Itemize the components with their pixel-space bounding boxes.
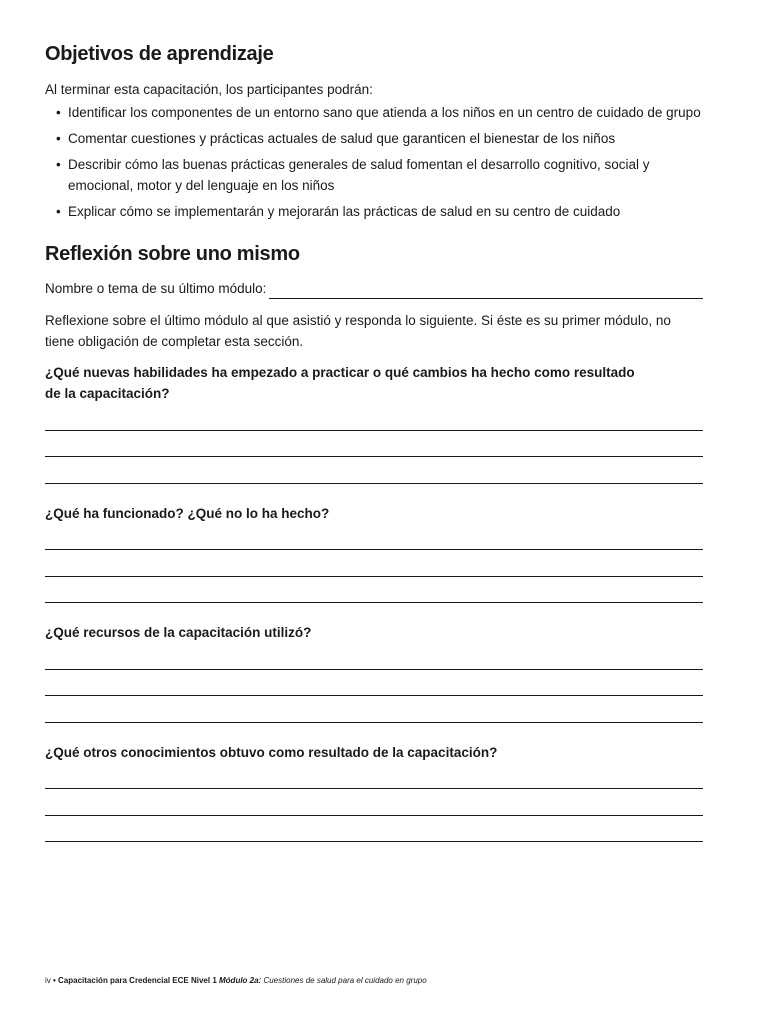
question-other-knowledge: ¿Qué otros conocimientos obtuvo como resultado de la capacitación? bbox=[45, 744, 498, 760]
objective-text: Explicar cómo se implementarán y mejorarán las prácticas de salud en su centro de cuidado bbox=[68, 204, 621, 219]
answer-line[interactable] bbox=[45, 457, 703, 484]
reflection-heading: Reflexión sobre uno mismo bbox=[45, 243, 300, 265]
objectives-intro: Al terminar esta capacitación, los participantes podrán: bbox=[45, 82, 373, 97]
objective-text: Comentar cuestiones y prácticas actuales de salud que garanticen el bienestar de los niños bbox=[68, 131, 616, 146]
objective-item bbox=[45, 102, 703, 123]
objective-item bbox=[45, 128, 703, 149]
answer-line[interactable] bbox=[45, 431, 703, 458]
answer-line[interactable] bbox=[45, 816, 703, 843]
question-block-resources bbox=[45, 622, 703, 723]
objective-text: Describir cómo las buenas prácticas generales de salud fomentan el desarrollo cognitivo, social y emocional, motor y del lenguaje en los niños bbox=[68, 157, 650, 193]
objective-item bbox=[45, 201, 703, 222]
answer-line[interactable] bbox=[45, 577, 703, 604]
question-block-new-skills bbox=[45, 362, 703, 484]
question-new-skills: ¿Qué nuevas habilidades ha empezado a practicar o qué cambios ha hecho como resultado de la capacitación? bbox=[45, 365, 635, 401]
footer-page-number: iv bbox=[45, 976, 51, 985]
answer-line[interactable] bbox=[45, 789, 703, 816]
bullet-icon: • bbox=[56, 157, 61, 172]
reflection-instructions: Reflexione sobre el último módulo al que asistió y responda lo siguiente. Si éste es su primer módulo, no tiene obligación de completar esta sección. bbox=[45, 313, 671, 349]
footer-course: Capacitación para Credencial ECE Nivel 1 bbox=[58, 976, 217, 985]
answer-line[interactable] bbox=[45, 763, 703, 790]
objectives-heading: Objetivos de aprendizaje bbox=[45, 43, 274, 65]
objectives-section bbox=[45, 40, 703, 222]
question-what-worked: ¿Qué ha funcionado? ¿Qué no lo ha hecho? bbox=[45, 505, 330, 521]
bullet-icon: • bbox=[56, 131, 61, 146]
footer-separator: • bbox=[50, 976, 59, 985]
answer-line[interactable] bbox=[45, 404, 703, 431]
objective-text: Identificar los componentes de un entorno sano que atienda a los niños en un centro de cuidado de grupo bbox=[68, 105, 701, 120]
page-footer bbox=[45, 976, 427, 986]
answer-line[interactable] bbox=[45, 670, 703, 697]
footer-module: Módulo 2a: bbox=[219, 976, 262, 985]
reflection-section bbox=[45, 240, 703, 842]
objective-item bbox=[45, 154, 703, 196]
bullet-icon: • bbox=[56, 105, 61, 120]
answer-line[interactable] bbox=[45, 696, 703, 723]
footer-module-title: Cuestiones de salud para el cuidado en grupo bbox=[263, 976, 427, 985]
answer-line[interactable] bbox=[45, 524, 703, 551]
answer-line[interactable] bbox=[45, 550, 703, 577]
answer-line[interactable] bbox=[45, 643, 703, 670]
bullet-icon: • bbox=[56, 204, 61, 219]
page-content bbox=[45, 40, 703, 842]
question-block-what-worked bbox=[45, 503, 703, 604]
question-block-other-knowledge bbox=[45, 742, 703, 843]
module-name-label: Nombre o tema de su último módulo: bbox=[45, 281, 267, 296]
question-resources: ¿Qué recursos de la capacitación utilizó? bbox=[45, 625, 312, 640]
module-name-field[interactable] bbox=[269, 283, 703, 299]
module-name-row bbox=[45, 279, 703, 299]
objectives-list bbox=[45, 102, 703, 222]
